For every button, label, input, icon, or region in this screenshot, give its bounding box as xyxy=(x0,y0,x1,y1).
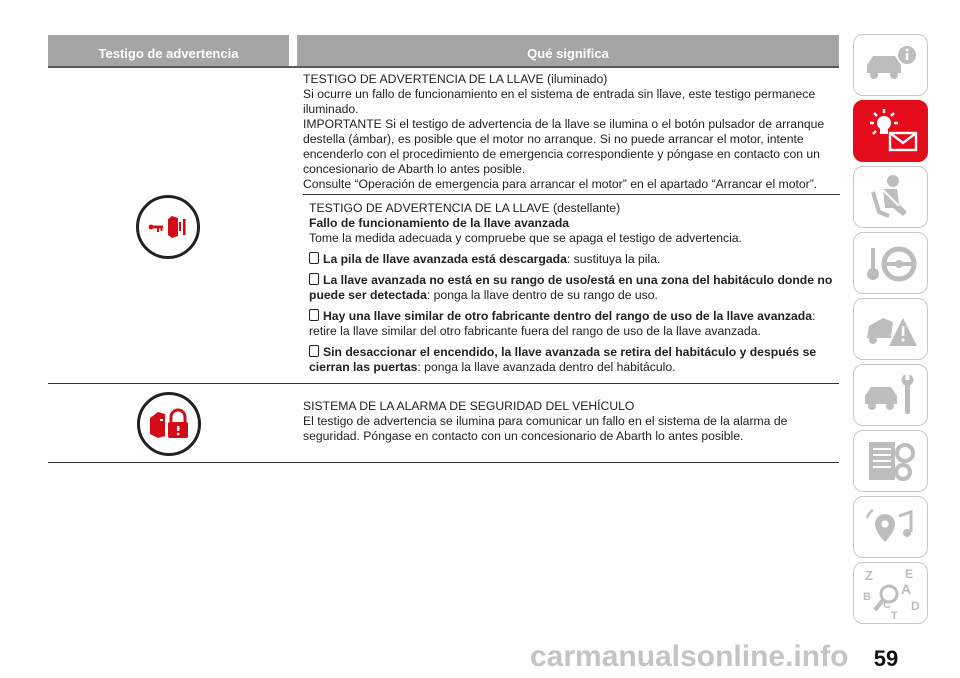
header-meaning: Qué significa xyxy=(527,46,609,61)
paragraph: IMPORTANTE Si el testigo de advertencia de la llave se ilumina o el botón pulsador de arranque destella (ámbar), es posible que el motor no arranque. Si no puede arrancar el motor, intente encenderlo con el procedimiento de emergencia correspondiente y póngase en contacto con un concesionario de Abarth lo antes posible. xyxy=(303,117,825,176)
paragraph: Si ocurre un fallo de funcionamiento en el sistema de entrada sin llave, este testigo permanece iluminado. xyxy=(303,87,816,116)
tab-multimedia[interactable] xyxy=(853,496,928,558)
list-item: La pila de llave avanzada está descargada: sustituya la pila. xyxy=(309,252,839,267)
index-letter: Z xyxy=(864,568,873,583)
tab-maintenance[interactable] xyxy=(853,364,928,426)
key-steering-wheel-icon xyxy=(863,238,919,288)
specs-settings-icon xyxy=(861,436,921,486)
alarm-block xyxy=(303,384,839,444)
checkbox-bullet-icon xyxy=(309,273,319,285)
checkbox-bullet-icon xyxy=(309,252,319,264)
header-separator xyxy=(289,35,297,66)
car-info-icon xyxy=(861,43,921,87)
tab-index[interactable] xyxy=(853,562,928,624)
multimedia-icon xyxy=(861,502,921,552)
tab-starting-driving[interactable] xyxy=(853,232,928,294)
watermark: carmanualsonline.info xyxy=(530,640,849,673)
checkbox-bullet-icon xyxy=(309,345,319,357)
paragraph: Tome la medida adecuada y compruebe que se apaga el testigo de advertencia. xyxy=(309,231,742,245)
key-illuminated-block xyxy=(303,68,840,195)
index-letter: D xyxy=(910,599,920,613)
page-number: 59 xyxy=(873,646,899,671)
table-row xyxy=(48,68,839,384)
tab-emergency[interactable] xyxy=(853,298,928,360)
paragraph: Consulte “Operación de emergencia para arrancar el motor” en el apartado “Arrancar el motor”. xyxy=(303,177,818,191)
index-az-search-icon xyxy=(861,566,921,620)
car-maintenance-wrench-icon xyxy=(861,370,921,420)
index-letter: C xyxy=(882,599,891,611)
security-alarm-lock-icon xyxy=(137,392,201,456)
key-flashing-block xyxy=(303,195,839,377)
tab-warning-lights[interactable] xyxy=(853,100,928,162)
description-cell xyxy=(303,384,839,444)
paragraph: El testigo de advertencia se ilumina para comunicar un fallo en el sistema de la alarma de seguridad. Póngase en contacto con un concesionario de Abarth lo antes posible. xyxy=(303,414,788,443)
header-warning-light: Testigo de advertencia xyxy=(98,46,239,61)
list-item: Sin desaccionar el encendido, la llave avanzada se retira del habitáculo y después se cierran las puertas: ponga la llave avanzada dentro del habitáculo. xyxy=(309,345,817,374)
index-letter: B xyxy=(862,591,871,603)
block-title: SISTEMA DE LA ALARMA DE SEGURIDAD DEL VEHÍCULO xyxy=(303,399,635,413)
checkbox-bullet-icon xyxy=(309,309,319,321)
accident-warning-triangle-icon xyxy=(861,304,921,354)
block-title: TESTIGO DE ADVERTENCIA DE LA LLAVE (iluminado) xyxy=(303,72,608,86)
warning-lights-icon xyxy=(860,107,922,155)
table-row xyxy=(48,384,839,463)
tab-safety[interactable] xyxy=(853,166,928,228)
index-letter: T xyxy=(890,610,898,620)
table-header xyxy=(48,35,839,68)
safety-seat-airbag-icon xyxy=(863,172,919,222)
index-letter: A xyxy=(900,581,911,597)
description-cell xyxy=(303,68,839,377)
block-title: TESTIGO DE ADVERTENCIA DE LA LLAVE (destellante) xyxy=(309,201,621,215)
list-item: Hay una llave similar de otro fabricante dentro del rango de uso de la llave avanzada: retire la llave similar del otro fabricante fuera del rango de uso de la llave avanzada. xyxy=(309,309,816,338)
list-item: La llave avanzada no está en su rango de uso/está en una zona del habitáculo donde no puede ser detectada: ponga la llave dentro de su rango de uso. xyxy=(309,273,833,302)
block-subtitle: Fallo de funcionamiento de la llave avanzada xyxy=(309,216,570,230)
key-car-warning-icon xyxy=(136,195,200,259)
tab-car-info[interactable] xyxy=(853,34,928,96)
tab-technical-data[interactable] xyxy=(853,430,928,492)
index-letter: E xyxy=(904,567,913,581)
